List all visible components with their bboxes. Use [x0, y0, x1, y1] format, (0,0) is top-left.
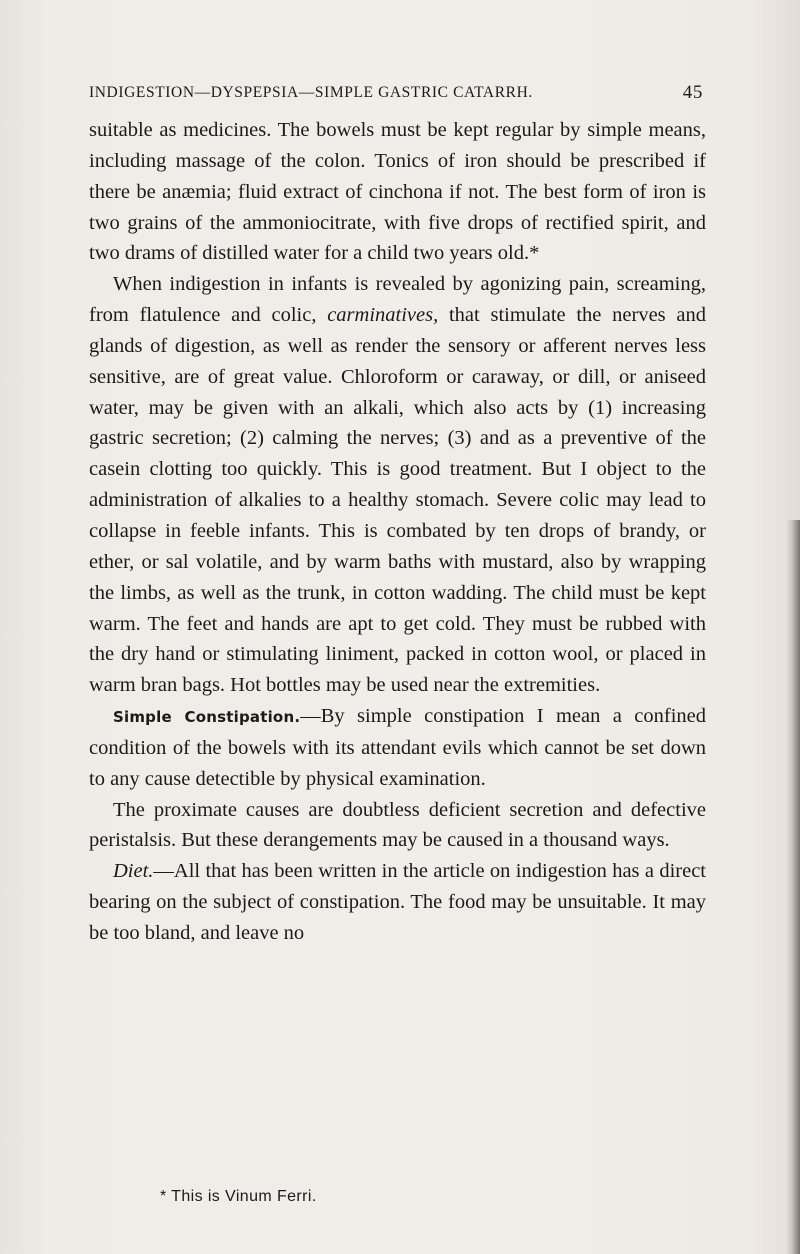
paragraph-2: [89, 269, 706, 701]
paragraph-5: [89, 856, 706, 949]
term-carminatives: carminatives,: [327, 304, 439, 327]
paragraph-3-text: —By simple constipation I mean a confined condition of the bowels with its attendant evils which cannot be set down to any cause detectible by physical examination.: [89, 705, 706, 790]
subheading-diet: Diet.: [113, 860, 154, 883]
section-heading-simple-constipation: Simple Constipation.: [113, 708, 301, 727]
page-number: 45: [682, 82, 703, 103]
paragraph-5-text: —All that has been written in the article on indigestion has a direct bearing on the subject of constipation. The food may be unsuitable. It may be too bland, and leave no: [89, 860, 706, 944]
running-title: INDIGESTION—DYSPEPSIA—SIMPLE GASTRIC CATARRH.: [89, 84, 533, 101]
paragraph-2-text-a: When indigestion in infants is revealed by agonizing pain, screaming, from flatulence and colic,: [89, 273, 706, 327]
paragraph-4: The proximate causes are doubtless deficient secretion and defective peristalsis. But these derangements may be caused in a thousand ways.: [89, 798, 706, 852]
footnote: * This is Vinum Ferri.: [160, 1188, 317, 1205]
paragraph-2-text-b: that stimulate the nerves and glands of digestion, as well as render the sensory or afferent nerves less sensitive, are of great value. Chloroform or caraway, or dill, or aniseed water, may be given with an alkali, which also acts by (1) increasing gastric secretion; (2) calming the nerves; (3) and as a preventive of the casein clotting too quickly. This is good treatment. But I object to the administration of alkalies to a healthy stomach. Severe colic may lead to collapse in feeble infants. This is combated by ten drops of brandy, or ether, or sal volatile, and by warm baths with mustard, also by wrapping the limbs, as well as the trunk, in cotton wadding. The child must be kept warm. The feet and hands are apt to get cold. They must be rubbed with the dry hand or stimulating liniment, packed in cotton wool, or placed in warm bran bags. Hot bottles may be used near the extremities.: [89, 304, 706, 697]
body-text: [89, 115, 706, 949]
running-header: [89, 84, 703, 108]
paragraph-3: [89, 701, 706, 795]
page-edge-shadow: [786, 520, 800, 1254]
paragraph-1: suitable as medicines. The bowels must be kept regular by simple means, including massage of the colon. Tonics of iron should be prescribed if there be anæmia; fluid extract of cinchona if not. The best form of iron is two grains of the ammoniocitrate, with five drops of rectified spirit, and two drams of distilled water for a child two years old.*: [89, 119, 706, 265]
